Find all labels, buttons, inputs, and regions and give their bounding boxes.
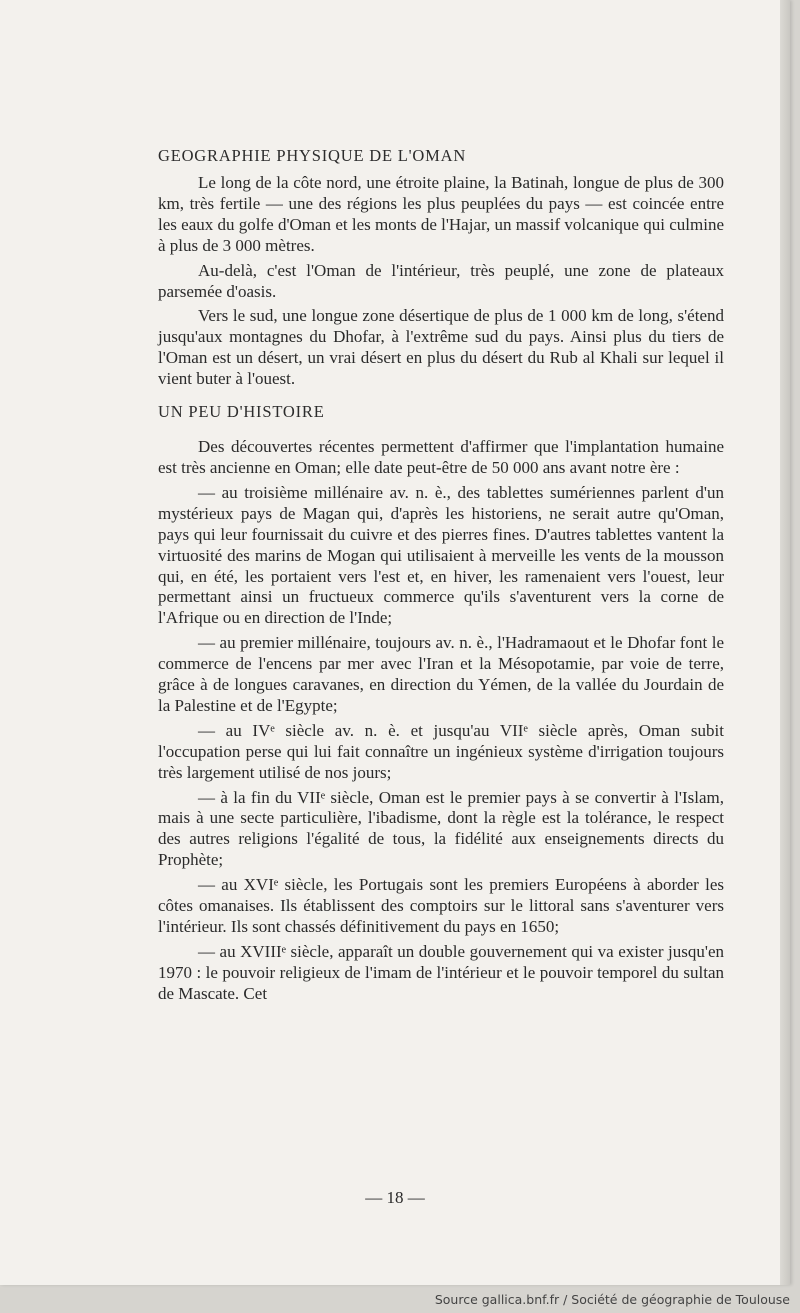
page-fold-shadow bbox=[780, 0, 790, 1285]
page-content bbox=[158, 146, 724, 1009]
paragraph: Vers le sud, une longue zone désertique de plus de 1 000 km de long, s'étend jusqu'aux montagnes du Dhofar, à l'extrême sud du pays. Ainsi plus du tiers de l'Oman est un désert, un vrai désert en plus du désert du Rub al Khali sur lequel il vient buter à l'ouest. bbox=[158, 306, 724, 389]
paragraph: Des découvertes récentes permettent d'affirmer que l'implantation humaine est très ancienne en Oman; elle date peut-être de 50 000 ans avant notre ère : bbox=[158, 437, 724, 477]
list-item: — au XVIIIᵉ siècle, apparaît un double gouvernement qui va exister jusqu'en 1970 : le pouvoir religieux de l'imam de l'intérieur et le pouvoir temporel du sultan de Mascate. Cet bbox=[158, 941, 724, 1003]
list-item: — au XVIᵉ siècle, les Portugais sont les premiers Européens à aborder les côtes omanaises. Ils établissent des comptoirs sur le littoral sans s'aventurer vers l'intérieur. Ils sont chassés définitivement du pays en 1650; bbox=[158, 875, 724, 936]
list-item: — au troisième millénaire av. n. è., des tablettes sumériennes parlent d'un mystérieux pays de Magan qui, d'après les historiens, ne serait autre qu'Oman, pays qui leur fournissait du cuivre et des pierres fines. D'autres tablettes vantent la virtuosité des marins de Mogan qui utilisaient à merveille les vents de la mousson qui, en été, les portaient vers l'est et, en hiver, les ramenaient vers l'ouest, leur permettant ainsi un fructueux commerce qu'ils s'aventurent vers la corne de l'Afrique ou en direction de l'Inde; bbox=[158, 482, 724, 628]
source-attribution: Source gallica.bnf.fr / Société de géographie de Toulouse bbox=[434, 1292, 790, 1307]
heading-geographie: GEOGRAPHIE PHYSIQUE DE L'OMAN bbox=[158, 146, 467, 165]
list-item: — au premier millénaire, toujours av. n. è., l'Hadramaout et le Dhofar font le commerce de l'encens par mer avec l'Iran et la Mésopotamie, par voie de terre, grâce à de longues caravanes, en direction du Yémen, de la vallée du Jourdain de la Palestine et de l'Egypte; bbox=[158, 633, 724, 715]
section-geographie bbox=[158, 173, 724, 390]
section-histoire bbox=[158, 437, 724, 1005]
heading-histoire: UN PEU D'HISTOIRE bbox=[158, 402, 325, 422]
list-item: — au IVᵉ siècle av. n. è. et jusqu'au VIIᵉ siècle après, Oman subit l'occupation perse qui lui fait connaître un ingénieux système d'irrigation toujours très largement utilisé de nos jours; bbox=[158, 720, 724, 782]
list-item: — à la fin du VIIᵉ siècle, Oman est le premier pays à se convertir à l'Islam, mais à une secte particulière, l'ibadisme, dont la règle est la tolérance, le respect des autres religions l'égalité de tous, la fidélité aux enseignements directs du Prophète; bbox=[158, 787, 724, 870]
paragraph: Au-delà, c'est l'Oman de l'intérieur, très peuplé, une zone de plateaux parsemée d'oasis. bbox=[158, 260, 724, 301]
page-number: — 18 — bbox=[365, 1188, 425, 1207]
paragraph: Le long de la côte nord, une étroite plaine, la Batinah, longue de plus de 300 km, très fertile — une des régions les plus peuplées du pays — est coincée entre les eaux du golfe d'Oman et les monts de l'Hajar, un massif volcanique qui culmine à plus de 3 000 mètres. bbox=[158, 173, 724, 255]
